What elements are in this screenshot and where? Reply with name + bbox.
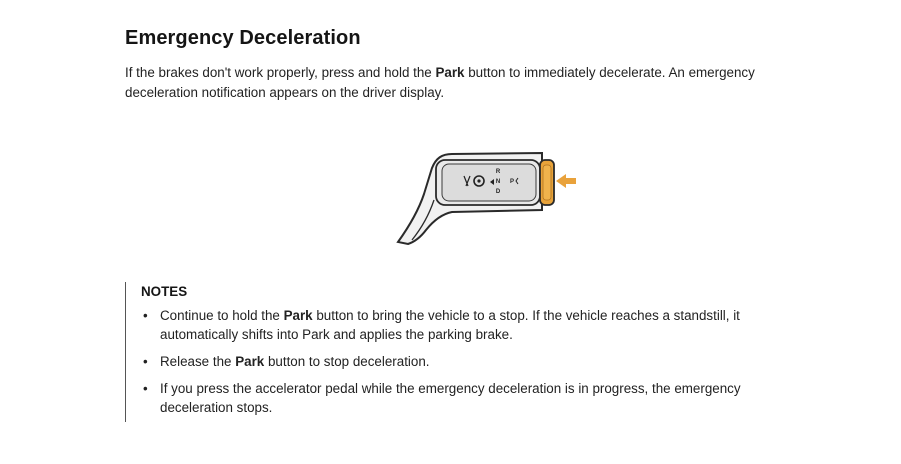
- park-button-face: [543, 165, 551, 200]
- intro-text-start: If the brakes don't work properly, press and hold the: [125, 65, 436, 80]
- cruise-control-icon-center: [477, 179, 480, 182]
- note-text-end: button to stop deceleration.: [264, 354, 430, 369]
- gear-selector-stalk-icon: [390, 138, 590, 248]
- bullet-icon: •: [143, 308, 148, 323]
- list-item: [141, 379, 810, 417]
- notes-list: [141, 306, 825, 417]
- list-item: [141, 352, 810, 371]
- intro-text-end: button to immediately decelerate. An emergency deceleration notification appears on the driver display.: [125, 65, 755, 100]
- list-item: [141, 306, 810, 344]
- notes-box: [125, 282, 825, 422]
- section-title: Emergency Deceleration: [125, 27, 361, 49]
- note-text: Continue to hold the: [160, 308, 284, 323]
- gear-label-n: N: [495, 179, 501, 185]
- notes-title: NOTES: [141, 284, 188, 299]
- bullet-icon: •: [143, 381, 148, 396]
- gear-label-r: R: [495, 169, 501, 175]
- gear-label-p: P: [509, 179, 515, 185]
- note-park-emphasis: Park: [235, 354, 265, 369]
- selector-panel-inner: [442, 164, 536, 201]
- gear-label-d: D: [495, 189, 501, 195]
- gear-selector-stalk-illustration: [390, 138, 590, 248]
- bullet-icon: •: [143, 354, 148, 369]
- note-park-emphasis: Park: [283, 308, 313, 323]
- intro-park-emphasis: Park: [435, 65, 465, 80]
- note-text: Release the: [160, 354, 236, 369]
- note-text: If you press the accelerator pedal while the emergency deceleration is in progress, the emergency deceleration stops.: [160, 381, 741, 415]
- press-arrow-icon: [556, 174, 576, 188]
- note-text-end: button to bring the vehicle to a stop. If the vehicle reaches a standstill, it automatically shifts into Park and applies the parking brake.: [160, 308, 740, 342]
- intro-paragraph: [125, 63, 825, 103]
